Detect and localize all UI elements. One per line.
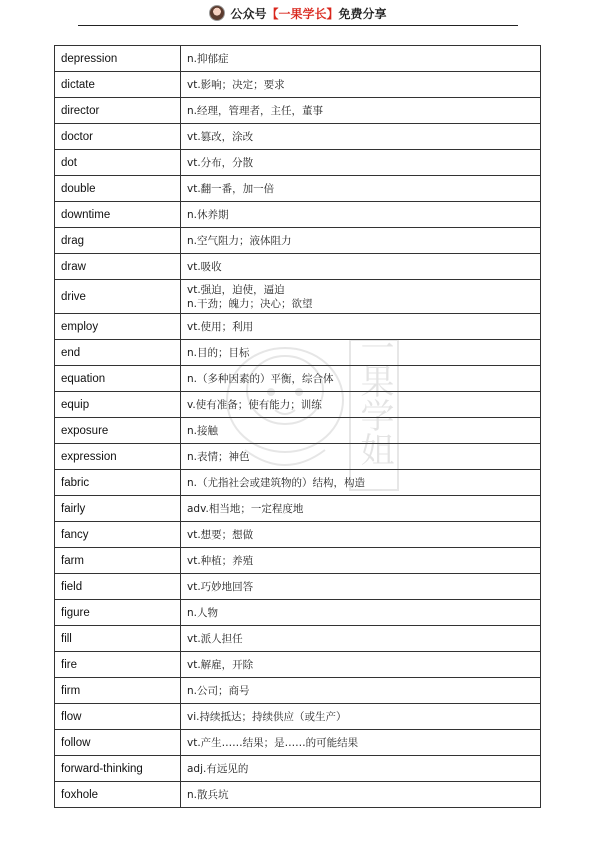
vocab-meaning-cell <box>181 98 541 124</box>
vocab-meaning-cell <box>181 782 541 808</box>
vocab-meaning-cell <box>181 150 541 176</box>
header-prefix: 公众号 <box>230 6 267 21</box>
vocab-meaning: n.人物 <box>187 606 218 619</box>
vocab-meaning-cell <box>181 392 541 418</box>
vocab-meaning-cell <box>181 678 541 704</box>
vocab-row <box>55 730 541 756</box>
vocab-meaning-cell <box>181 46 541 72</box>
vocab-word: fairly <box>55 496 181 522</box>
vocab-meaning: n.抑郁症 <box>187 52 229 65</box>
vocab-row <box>55 756 541 782</box>
vocab-word: firm <box>55 678 181 704</box>
vocab-meaning: n.空气阻力；液体阻力 <box>187 234 292 247</box>
vocab-row <box>55 314 541 340</box>
vocab-word: dot <box>55 150 181 176</box>
vocab-word: fire <box>55 652 181 678</box>
vocab-word: double <box>55 176 181 202</box>
vocab-word: expression <box>55 444 181 470</box>
vocab-meaning-cell <box>181 72 541 98</box>
vocab-meaning-secondary: n.干劲；魄力；决心；欲望 <box>187 297 313 310</box>
vocab-meaning-cell <box>181 548 541 574</box>
vocab-row <box>55 392 541 418</box>
vocabulary-table <box>54 45 541 808</box>
vocab-word: fancy <box>55 522 181 548</box>
vocab-meaning-cell <box>181 522 541 548</box>
vocab-meaning: adv.相当地；一定程度地 <box>187 502 304 515</box>
vocab-row <box>55 496 541 522</box>
vocab-row <box>55 444 541 470</box>
vocab-word: exposure <box>55 418 181 444</box>
vocab-meaning-cell <box>181 652 541 678</box>
avatar-icon <box>209 5 225 21</box>
vocabulary-table-body <box>55 46 541 808</box>
vocab-word: equation <box>55 366 181 392</box>
vocab-meaning-cell <box>181 600 541 626</box>
vocab-meaning: n.（尤指社会或建筑物的）结构，构造 <box>187 476 365 489</box>
header-suffix: 免费分享 <box>338 6 387 21</box>
vocab-word: downtime <box>55 202 181 228</box>
vocab-row <box>55 176 541 202</box>
vocab-row <box>55 228 541 254</box>
vocab-word: forward-thinking <box>55 756 181 782</box>
vocab-row <box>55 202 541 228</box>
vocab-meaning-cell <box>181 314 541 340</box>
vocab-meaning: vt.种植；养殖 <box>187 554 254 567</box>
vocab-word: drag <box>55 228 181 254</box>
vocab-row <box>55 280 541 314</box>
header-bracket-open: 【 <box>266 6 279 21</box>
vocab-word: employ <box>55 314 181 340</box>
vocab-meaning-cell <box>181 470 541 496</box>
vocab-meaning: adj.有远见的 <box>187 762 249 775</box>
vocab-meaning: vt.想要；想做 <box>187 528 254 541</box>
vocab-meaning-cell <box>181 124 541 150</box>
vocab-row <box>55 574 541 600</box>
vocab-meaning: n.表情；神色 <box>187 450 250 463</box>
vocab-meaning: vt.解雇，开除 <box>187 658 254 671</box>
watermark-text: 一果学姐 <box>354 330 394 466</box>
vocab-word: foxhole <box>55 782 181 808</box>
vocab-word: director <box>55 98 181 124</box>
vocab-word: depression <box>55 46 181 72</box>
vocab-row <box>55 678 541 704</box>
vocab-meaning: vi.持续抵达；持续供应（或生产） <box>187 710 347 723</box>
vocab-row <box>55 254 541 280</box>
vocab-meaning-cell <box>181 496 541 522</box>
vocab-meaning: n.接触 <box>187 424 218 437</box>
vocab-row <box>55 470 541 496</box>
vocab-word: flow <box>55 704 181 730</box>
vocab-meaning: vt.派人担任 <box>187 632 243 645</box>
vocab-meaning-cell <box>181 254 541 280</box>
vocab-meaning: vt.翻一番，加一倍 <box>187 182 275 195</box>
vocab-meaning: vt.巧妙地回答 <box>187 580 254 593</box>
vocab-word: doctor <box>55 124 181 150</box>
vocab-meaning-cell <box>181 444 541 470</box>
vocab-word: field <box>55 574 181 600</box>
vocab-meaning: n.休养期 <box>187 208 229 221</box>
vocab-row <box>55 652 541 678</box>
vocab-meaning-cell <box>181 202 541 228</box>
vocab-row <box>55 72 541 98</box>
vocab-meaning: vt.分布，分散 <box>187 156 254 169</box>
vocab-word: figure <box>55 600 181 626</box>
vocab-meaning-cell <box>181 756 541 782</box>
vocab-row <box>55 418 541 444</box>
vocab-word: draw <box>55 254 181 280</box>
header-brand: 一果学长 <box>278 6 327 21</box>
vocab-row <box>55 782 541 808</box>
vocab-meaning-cell <box>181 280 541 314</box>
vocab-word: fill <box>55 626 181 652</box>
vocab-word: equip <box>55 392 181 418</box>
vocab-meaning: vt.吸收 <box>187 260 222 273</box>
vocab-meaning: v.使有准备；使有能力；训练 <box>187 398 322 411</box>
vocab-meaning: vt.影响；决定；要求 <box>187 78 285 91</box>
vocab-meaning-cell <box>181 418 541 444</box>
vocab-meaning: n.散兵坑 <box>187 788 229 801</box>
vocab-meaning-cell <box>181 340 541 366</box>
vocab-word: fabric <box>55 470 181 496</box>
vocab-row <box>55 600 541 626</box>
vocab-meaning: n.经理，管理者，主任，董事 <box>187 104 323 117</box>
header-divider <box>78 25 518 26</box>
vocab-meaning-cell <box>181 626 541 652</box>
vocab-row <box>55 704 541 730</box>
vocab-meaning-cell <box>181 730 541 756</box>
vocab-meaning-cell <box>181 176 541 202</box>
vocab-meaning-cell <box>181 574 541 600</box>
vocab-meaning: vt.使用；利用 <box>187 320 254 333</box>
vocab-word: dictate <box>55 72 181 98</box>
vocab-meaning: vt.产生……结果；是……的可能结果 <box>187 736 359 749</box>
vocab-row <box>55 98 541 124</box>
vocab-meaning: n.目的；目标 <box>187 346 250 359</box>
vocab-meaning: n.公司；商号 <box>187 684 250 697</box>
vocab-meaning: vt.篡改，涂改 <box>187 130 254 143</box>
vocab-word: drive <box>55 280 181 314</box>
vocab-word: farm <box>55 548 181 574</box>
header-bracket-close: 】 <box>326 6 339 21</box>
vocab-row <box>55 150 541 176</box>
vocab-row <box>55 46 541 72</box>
vocab-meaning-cell <box>181 228 541 254</box>
vocab-word: end <box>55 340 181 366</box>
vocab-row <box>55 548 541 574</box>
page-header <box>0 0 596 26</box>
vocab-word: follow <box>55 730 181 756</box>
vocab-meaning-cell <box>181 366 541 392</box>
vocab-row <box>55 626 541 652</box>
vocab-meaning-cell <box>181 704 541 730</box>
vocab-row <box>55 366 541 392</box>
vocab-meaning: vt.强迫，迫使，逼迫 <box>187 283 285 296</box>
vocab-meaning: n.（多种因素的）平衡，综合体 <box>187 372 334 385</box>
vocab-row <box>55 522 541 548</box>
vocab-row <box>55 124 541 150</box>
vocab-row <box>55 340 541 366</box>
